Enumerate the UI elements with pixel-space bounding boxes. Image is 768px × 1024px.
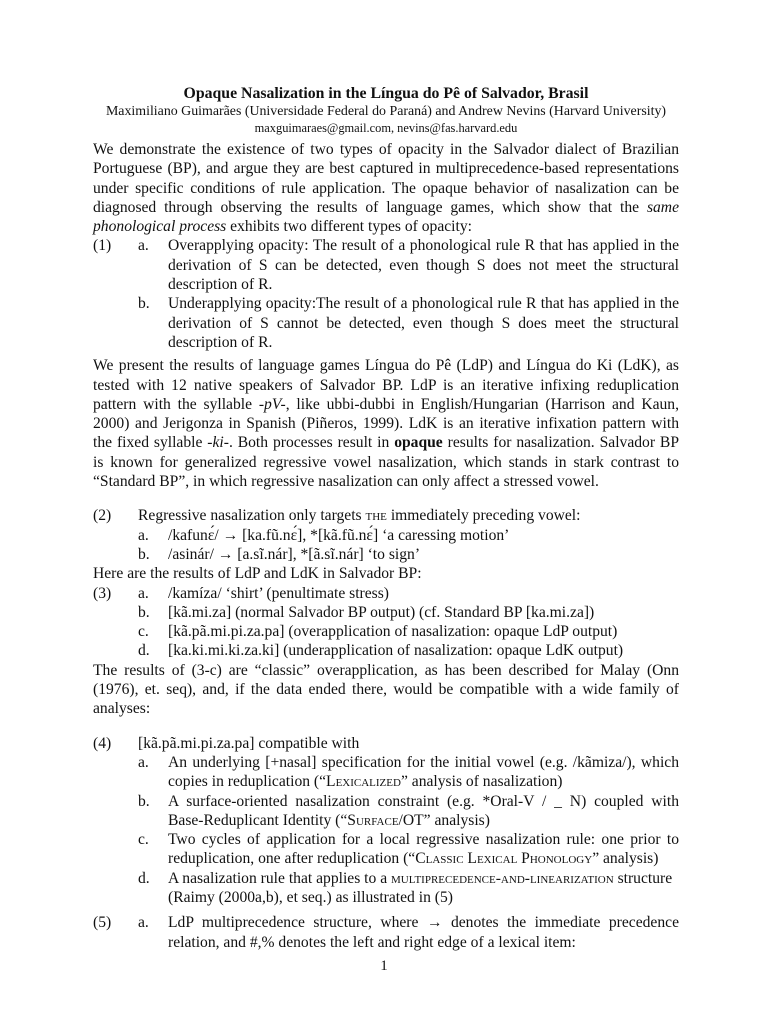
paragraph-2: We present the results of language games Língua do Pê (LdP) and Língua do Ki (LdK), as tested with 12 native speakers of Salvador BP. LdP is an iterative infixing reduplication pattern with the syllable -pV-, like ubbi-dubbi in English/Hungarian (Harrison and Kaun, 2000) and Jerigonza in Spanish (Piñeros, 1999). LdK is an iterative infixation pattern with the fixed syllable -ki-. Both processes result in opaque results for nasalization. Salvador BP is known for generalized regressive vowel nasalization, which stands in stark contrast to “Standard BP”, in which regressive nasalization can only affect a stressed vowel. <box>93 357 679 491</box>
example-1: (1) a. Overapplying opacity: The result of a phonological rule R that has applied in the derivation of S can be detected, even though S does not meet the structural description of R. <box>93 237 679 294</box>
email-line: maxguimaraes@gmail.com, nevins@fas.harvard.edu <box>254 121 518 135</box>
example-5: (5) a. LdP multiprecedence structure, where → denotes the immediate precedence relation, and #,% denotes the left and right edge of a lexical item: <box>93 914 679 951</box>
example-1b-row: b. Underapplying opacity:The result of a phonological rule R that has applied in the derivation of S cannot be detected, even though S does meet the structural description of R. <box>138 295 679 351</box>
example-1b: Underapplying opacity:The result of a phonological rule R that has applied in the derivation of S cannot be detected, even though S does meet the structural description of R. <box>168 295 679 351</box>
example-3b: b. [kã.mi.za] (normal Salvador BP output) (cf. Standard BP [ka.mi.za]) <box>138 603 595 621</box>
example-2a: a. /kafunɛ́/ → [ka.fũ.nɛ́], *[kã.fũ.nɛ́] ‘a caressing motion’ <box>138 526 510 544</box>
author-line: Maximiliano Guimarães (Universidade Federal do Paraná) and Andrew Nevins (Harvard University) <box>105 104 667 119</box>
example-1a: Overapplying opacity: The result of a phonological rule R that has applied in the derivation of S can be detected, even though S does not meet the structural description of R. <box>168 237 679 294</box>
paper-title: Opaque Nasalization in the Língua do Pê of Salvador, Brasil <box>183 85 589 102</box>
example-4a: a. An underlying [+nasal] specification for the initial vowel (e.g. /kãmiza/), which copies in reduplication (“Lexicalized” analysis of nasalization) <box>138 753 679 791</box>
example-4b: b. A surface-oriented nasalization constraint (e.g. *Oral-V / _ N) coupled with Base-Reduplicant Identity (“Surface/OT” analysis) <box>138 792 679 829</box>
paragraph-3: The results of (3-c) are “classic” overapplication, as has been described for Malay (Onn (1976), et. seq), and, if the data ended there, would be compatible with a wide family of analyses: <box>93 661 679 718</box>
example-4c: c. Two cycles of application for a local regressive nasalization rule: one prior to reduplication, one after reduplication (“Classic Lexical Phonology” analysis) <box>138 831 679 868</box>
example-4d: d. A nasalization rule that applies to a multiprecedence-and-linearization structure (Raimy (2000a,b), et seq.) as illustrated in (5) <box>138 869 673 906</box>
example-3d: d. [ka.ki.mi.ki.za.ki] (underapplication of nasalization: opaque LdK output) <box>138 642 624 660</box>
page-number: 1 <box>380 958 388 974</box>
results-intro: Here are the results of LdP and LdK in Salvador BP: <box>93 565 422 583</box>
emphasis: same phonological process <box>93 198 679 236</box>
example-4: (4) [kã.pã.mi.pi.za.pa] compatible with <box>93 734 360 752</box>
example-2: (2) Regressive nasalization only targets the immediately preceding vowel: <box>93 507 581 525</box>
example-2b: b. /asinár/ → [a.sĩ.nár], *[ã.sĩ.nár] ‘to sign’ <box>138 545 421 563</box>
example-3: (3) a. /kamíza/ ‘shirt’ (penultimate stress) <box>93 584 389 602</box>
example-3c: c. [kã.pã.mi.pi.za.pa] (overapplication of nasalization: opaque LdP output) <box>138 623 618 641</box>
intro-paragraph: We demonstrate the existence of two types of opacity in the Salvador dialect of Brazilian Portuguese (BP), and argue they are best captured in multiprecedence-based representations under specific conditions of rule application. The opaque behavior of nasalization can be diagnosed through observing the results of language games, which show that the same phonological process exhibits two different types of opacity: <box>93 141 679 236</box>
example-number: (1) <box>93 237 112 255</box>
paper-page <box>93 84 679 952</box>
